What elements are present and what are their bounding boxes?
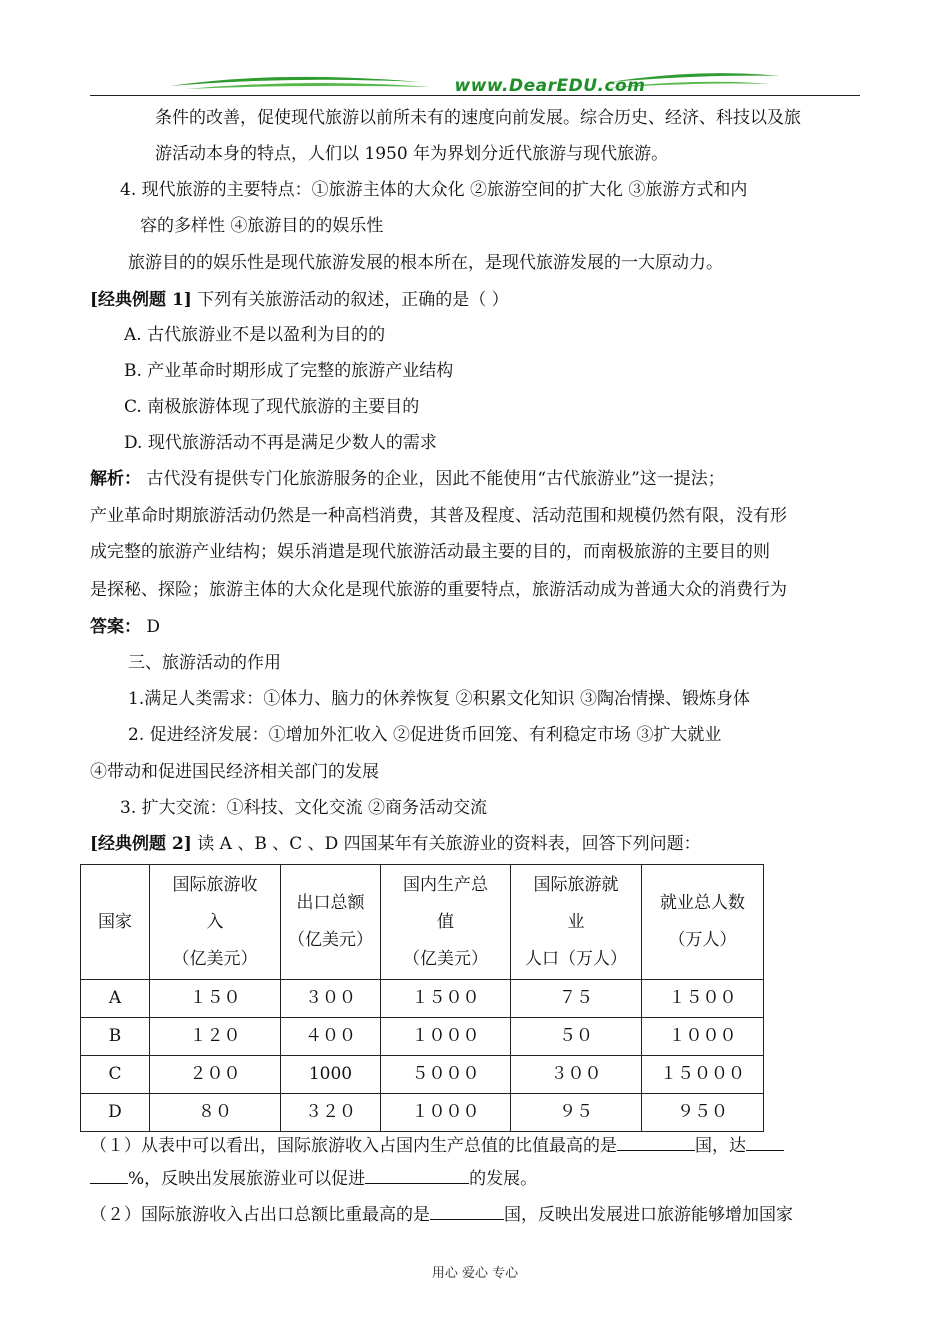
example2-question xyxy=(90,833,701,855)
section-title: 三、旅游活动的作用 xyxy=(128,653,281,673)
table-cell: １５００ xyxy=(381,980,511,1018)
table-cell: １５００ xyxy=(642,980,764,1018)
table-cell: D xyxy=(81,1094,150,1132)
table-cell: ３２０ xyxy=(281,1094,381,1132)
header-line: 值 xyxy=(437,911,454,932)
section-item: ④带动和促进国民经济相关部门的发展 xyxy=(90,762,379,782)
table-cell: B xyxy=(81,1018,150,1056)
paragraph-line: 4. 现代旅游的主要特点：①旅游主体的大众化 ②旅游空间的扩大化 ③旅游方式和内 xyxy=(120,180,748,200)
table-cell: １５０ xyxy=(150,980,281,1018)
table-cell: A xyxy=(81,980,150,1018)
header-line: 人口（万人） xyxy=(525,948,627,969)
analysis-label: 解析： xyxy=(90,469,141,489)
table-cell: ５０ xyxy=(511,1018,642,1056)
question-text: 国，达 xyxy=(695,1136,746,1156)
question-text: %，反映出发展旅游业可以促进 xyxy=(128,1169,366,1189)
site-logo[interactable]: www.DearEDU.com xyxy=(454,76,646,96)
table-cell: ４００ xyxy=(281,1018,381,1056)
example1-tag: [经典例题 1] xyxy=(90,290,192,310)
table-cell: ７５ xyxy=(511,980,642,1018)
section-item: 2. 促进经济发展：①增加外汇收入 ②促进货币回笼、有利稳定市场 ③扩大就业 xyxy=(128,725,722,745)
paragraph-line: 容的多样性 ④旅游目的的娱乐性 xyxy=(140,216,384,236)
answer-blank[interactable] xyxy=(617,1134,695,1151)
header-line: 就业总人数 xyxy=(660,893,745,913)
page-header xyxy=(90,62,860,98)
header-line: （亿美元） xyxy=(172,948,258,969)
tourism-data-table xyxy=(80,864,764,1132)
header-line: 国际旅游收 xyxy=(172,874,258,895)
header-line: 国际旅游就 xyxy=(533,874,619,895)
table-cell: C xyxy=(81,1056,150,1094)
paragraph-line: 游活动本身的特点，人们以 1950 年为界划分近代旅游与现代旅游。 xyxy=(155,144,669,164)
option-b: B. 产业革命时期形成了完整的旅游产业结构 xyxy=(124,361,454,381)
table-cell: ９５０ xyxy=(642,1094,764,1132)
table-cell: ５０００ xyxy=(381,1056,511,1094)
analysis-line: 是探秘、探险；旅游主体的大众化是现代旅游的重要特点，旅游活动成为普通大众的消费行为 xyxy=(90,580,787,600)
example1-text: 下列有关旅游活动的叙述，正确的是（ ） xyxy=(191,290,509,310)
table-row xyxy=(81,980,764,1018)
table-cell: 1000 xyxy=(281,1056,381,1094)
header-line: 国内生产总 xyxy=(403,874,488,895)
answer-text: D xyxy=(141,617,161,637)
table-cell: ３００ xyxy=(281,980,381,1018)
table-cell: ３００ xyxy=(511,1056,642,1094)
option-d: D. 现代旅游活动不再是满足少数人的需求 xyxy=(124,433,437,453)
table-header-row xyxy=(81,865,764,980)
example2-tag: [经典例题 2] xyxy=(90,834,192,854)
question-1-line-2 xyxy=(90,1167,537,1190)
paragraph-line: 条件的改善，促使现代旅游以前所未有的速度向前发展。综合历史、经济、科技以及旅 xyxy=(155,108,801,128)
header-cell xyxy=(150,865,281,980)
table-cell: １５０００ xyxy=(642,1056,764,1094)
table-cell: １０００ xyxy=(381,1094,511,1132)
table-cell: １２０ xyxy=(150,1018,281,1056)
header-line: （亿美元） xyxy=(403,948,488,969)
section-item: 3. 扩大交流：①科技、文化交流 ②商务活动交流 xyxy=(120,798,488,818)
question-text: （１）从表中可以看出，国际旅游收入占国内生产总值的比值最高的是 xyxy=(90,1136,617,1156)
header-line: 国家 xyxy=(98,911,132,932)
page-footer: 用心 爱心 专心 xyxy=(431,1266,519,1281)
question-1-line xyxy=(90,1134,784,1157)
header-cell xyxy=(511,865,642,980)
table-cell: ８０ xyxy=(150,1094,281,1132)
option-c: C. 南极旅游体现了现代旅游的主要目的 xyxy=(124,397,420,417)
analysis-line: 成完整的旅游产业结构；娱乐消遣是现代旅游活动最主要的目的，而南极旅游的主要目的则 xyxy=(90,542,770,562)
table-cell: １０００ xyxy=(642,1018,764,1056)
answer-blank[interactable] xyxy=(365,1167,469,1184)
paragraph-line: 旅游目的的娱乐性是现代旅游发展的根本所在，是现代旅游发展的一大原动力。 xyxy=(128,253,723,273)
analysis-line xyxy=(90,468,725,490)
header-divider xyxy=(90,95,860,96)
table-cell: １０００ xyxy=(381,1018,511,1056)
table-row xyxy=(81,1056,764,1094)
header-line: 出口总额 xyxy=(296,893,365,913)
table-row xyxy=(81,1018,764,1056)
header-line: （亿美元） xyxy=(288,930,373,950)
answer-line xyxy=(90,616,160,638)
example1-question xyxy=(90,289,509,311)
header-line: 业 xyxy=(567,911,585,932)
table-cell: ２００ xyxy=(150,1056,281,1094)
analysis-line: 产业革命时期旅游活动仍然是一种高档消费，其普及程度、活动范围和规模仍然有限，没有形 xyxy=(90,506,787,526)
table-row xyxy=(81,1094,764,1132)
answer-blank[interactable] xyxy=(430,1203,504,1220)
header-cell xyxy=(381,865,511,980)
question-text: 的发展。 xyxy=(469,1169,538,1189)
answer-label: 答案： xyxy=(90,617,141,637)
question-text: （２）国际旅游收入占出口总额比重最高的是 xyxy=(90,1205,430,1225)
question-2-line xyxy=(90,1203,793,1226)
header-line: （万人） xyxy=(668,930,737,950)
header-cell xyxy=(81,865,150,980)
table-cell: ９５ xyxy=(511,1094,642,1132)
header-line: 入 xyxy=(206,911,224,932)
option-a: A. 古代旅游业不是以盈利为目的的 xyxy=(124,325,386,345)
header-cell xyxy=(642,865,764,980)
analysis-text: 古代没有提供专门化旅游服务的企业，因此不能使用“古代旅游业”这一提法； xyxy=(141,469,725,489)
answer-blank[interactable] xyxy=(746,1134,784,1151)
question-text: 国，反映出发展进口旅游能够增加国家 xyxy=(504,1205,793,1225)
section-item: 1.满足人类需求：①体力、脑力的休养恢复 ②积累文化知识 ③陶冶情操、锻炼身体 xyxy=(128,689,751,709)
example2-text: 读 A 、B 、C 、D 四国某年有关旅游业的资料表，回答下列问题： xyxy=(191,834,701,854)
header-cell xyxy=(281,865,381,980)
answer-blank[interactable] xyxy=(90,1167,128,1184)
